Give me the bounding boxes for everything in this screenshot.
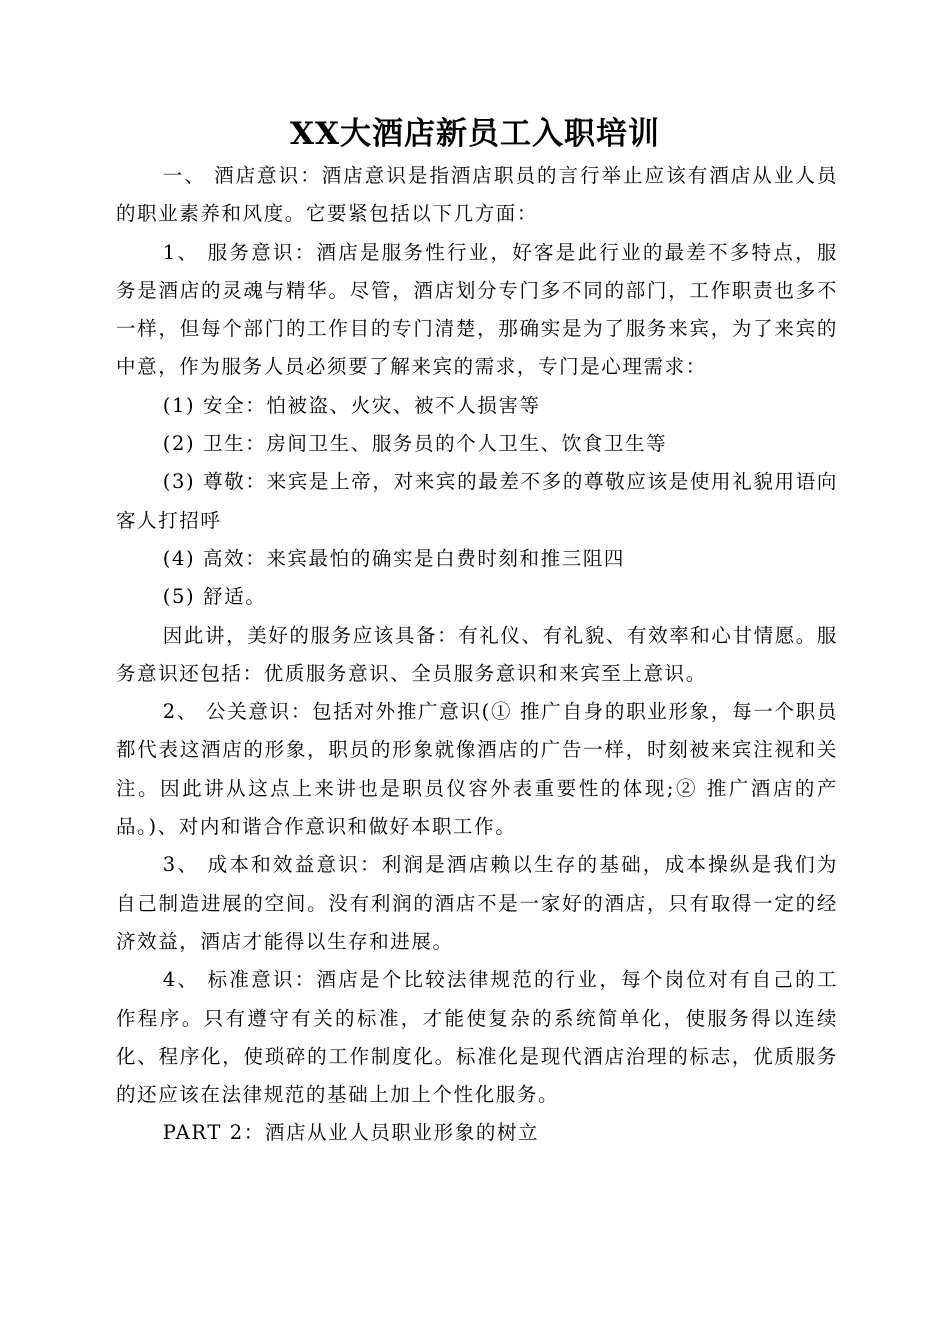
service-summary-paragraph: 因此讲，美好的服务应该具备：有礼仪、有礼貌、有效率和心甘情愿。服务意识还包括：优质服务意识、全员服务意识和来宾至上意识。 bbox=[116, 623, 838, 685]
section-cost-benefit-awareness: 3、 成本和效益意识：利润是酒店赖以生存的基础，成本操纵是我们为自己制造进展的空间。没有利润的酒店不是一家好的酒店，只有取得一定的经济效益，酒店才能得以生存和进展。 bbox=[116, 853, 838, 953]
section-hotel-awareness-intro: 一、 酒店意识：酒店意识是指酒店职员的言行举止应该有酒店从业人员的职业素养和风度。它要紧包括以下几方面： bbox=[116, 164, 838, 226]
list-item-efficiency: (4) 高效：来宾最怕的确实是白费时刻和推三阻四 bbox=[162, 546, 626, 570]
document-body bbox=[116, 157, 838, 1153]
document-title: XX大酒店新员工入职培训 bbox=[289, 116, 661, 152]
list-item-respect: (3) 尊敬：来宾是上帝，对来宾的最差不多的尊敬应该是使用礼貌用语向客人打招呼 bbox=[116, 470, 838, 532]
section-pr-awareness: 2、 公关意识：包括对外推广意识(① 推广自身的职业形象，每一个职员都代表这酒店的形象，职员的形象就像酒店的广告一样，时刻被来宾注视和关注。因此讲从这点上来讲也是职员仪容外表重要性的体现;② 推广酒店的产品。)、对内和谐合作意识和做好本职工作。 bbox=[116, 700, 838, 839]
section-service-awareness: 1、 服务意识：酒店是服务性行业，好客是此行业的最差不多特点，服务是酒店的灵魂与精华。尽管，酒店划分专门多不同的部门，工作职责也多不一样，但每个部门的工作目的专门清楚，那确实是为了服务来宾，为了来宾的中意，作为服务人员必须要了解来宾的需求，专门是心理需求： bbox=[116, 240, 838, 379]
part-2-heading: PART 2：酒店从业人员职业形象的树立 bbox=[162, 1121, 540, 1145]
list-item-hygiene: (2) 卫生：房间卫生、服务员的个人卫生、饮食卫生等 bbox=[162, 432, 668, 456]
list-item-comfort: (5) 舒适。 bbox=[162, 585, 267, 609]
list-item-safety: (1) 安全：怕被盗、火灾、被不人损害等 bbox=[162, 393, 541, 417]
section-standard-awareness: 4、 标准意识：酒店是个比较法律规范的行业，每个岗位对有自己的工作程序。只有遵守有关的标准，才能使复杂的系统简单化，使服务得以连续化、程序化，使琐碎的工作制度化。标准化是现代酒店治理的标志，优质服务的还应该在法律规范的基础上加上个性化服务。 bbox=[116, 968, 838, 1107]
